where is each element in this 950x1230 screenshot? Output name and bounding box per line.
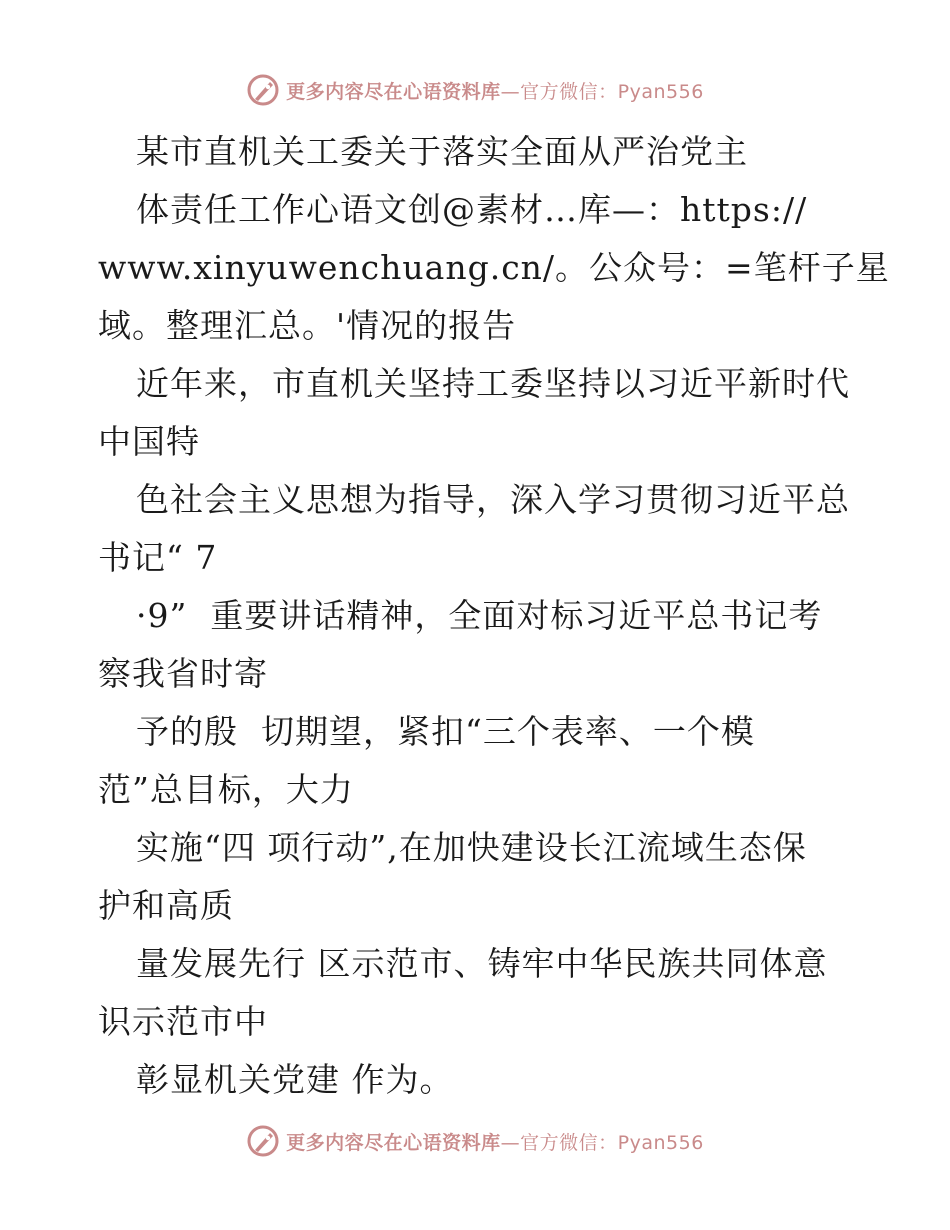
watermark-content [246,1124,704,1158]
text-line: 某市直机关工委关于落实全面从严治党主 [136,132,748,171]
watermark-banner-top [0,70,950,110]
watermark-content [246,73,704,107]
text-line: www.xinyuwenchuang.cn/。公众号：=笔杆子星 [98,248,890,287]
text-line: 近年来，市直机关坚持工委坚持以习近平新时代 [136,364,850,403]
watermark-text: 更多内容尽在心语资料库—官方微信：Pyan556 [286,1131,704,1154]
document-body [98,123,890,1109]
watermark-text: 更多内容尽在心语资料库—官方微信：Pyan556 [286,80,704,103]
text-line: 体责任工作心语文创@素材…库—：https:// [136,190,808,229]
pen-logo-icon [246,73,280,107]
text-line: 范”总目标，大力 [98,770,354,809]
text-line: 书记“ 7 [98,538,218,577]
text-line: 色社会主义思想为指导，深入学习贯彻习近平总 [136,480,850,519]
pen-logo-icon [246,1124,280,1158]
text-line: 予的殷 切期望，紧扣“三个表率、一个模 [136,712,755,751]
text-line: ·9” 重要讲话精神，全面对标习近平总书记考 [136,596,823,635]
text-line: 护和高质 [98,886,234,925]
text-line: 中国特 [98,422,200,461]
text-line: 识示范市中 [98,1002,268,1041]
text-line: 彰显机关党建 作为。 [136,1060,454,1099]
text-line: 察我省时寄 [98,654,268,693]
text-line: 实施“四 项行动”,在加快建设长江流域生态保 [136,828,807,867]
watermark-banner-bottom [0,1121,950,1161]
text-line: 域。整理汇总。'情况的报告 [98,306,517,345]
text-line: 量发展先行 区示范市、铸牢中华民族共同体意 [136,944,828,983]
